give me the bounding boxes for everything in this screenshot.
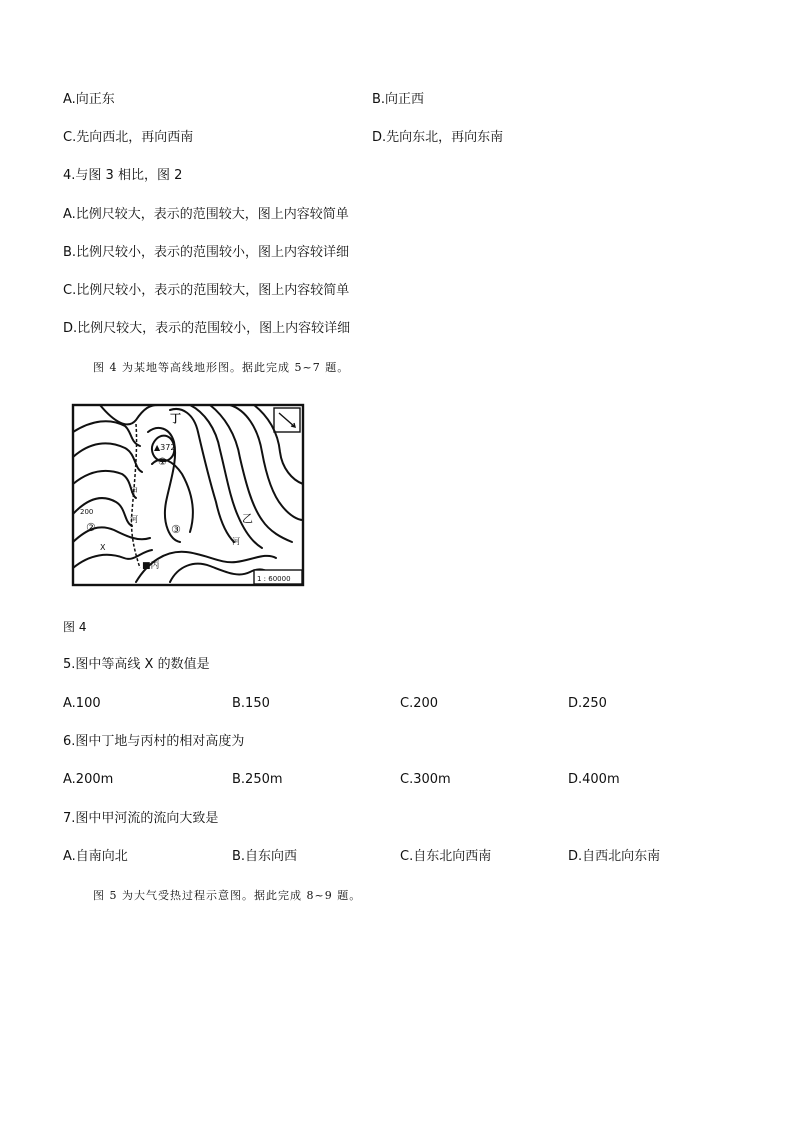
q5-stem: 5.图中等高线 X 的数值是 [63,657,210,672]
figure4-caption: 图 4 [63,620,87,634]
q3-option-b: B.向正西 [372,92,425,107]
q5-option-a: A.100 [63,696,101,711]
q7-option-c: C.自东北向西南 [400,849,492,864]
label-he-1: 河 [130,515,138,524]
label-contour-200: 200 [80,508,94,516]
q3-option-c: C.先向西北，再向西南 [63,130,194,145]
label-mark-1: ① [158,457,167,468]
q4-stem: 4.与图 3 相比，图 2 [63,168,183,183]
label-peak: ▲372 [154,443,176,452]
label-village-bing: ■丙 [142,561,160,571]
label-mark-3: ③ [171,523,181,536]
q4-option-a: A.比例尺较大，表示的范围较大，图上内容较简单 [63,207,349,222]
q5-option-b: B.150 [232,696,270,711]
map-frame [73,405,303,585]
q3-option-d: D.先向东北，再向东南 [372,130,504,145]
q7-stem: 7.图中甲河流的流向大致是 [63,811,219,826]
q6-option-d: D.400m [568,772,620,787]
figure4-intro: 图 4 为某地等高线地形图。据此完成 5~7 题。 [93,361,350,374]
q6-option-c: C.300m [400,772,451,787]
contour-map-figure [70,402,306,588]
q6-stem: 6.图中丁地与丙村的相对高度为 [63,734,245,749]
q4-option-c: C.比例尺较小，表示的范围较大，图上内容较简单 [63,283,350,298]
label-he-2: 河 [232,537,240,546]
scale-label: 1 : 60000 [257,575,291,583]
label-mark-2: ② [86,521,96,534]
q6-option-b: B.250m [232,772,283,787]
q5-option-d: D.250 [568,696,607,711]
label-x: X [100,543,106,552]
label-jia: 甲 [130,487,138,496]
figure5-intro: 图 5 为大气受热过程示意图。据此完成 8~9 题。 [93,889,362,902]
q7-option-a: A.自南向北 [63,849,128,864]
label-ding: 丁 [170,412,181,425]
q6-option-a: A.200m [63,772,114,787]
q7-option-d: D.自西北向东南 [568,849,661,864]
q4-option-d: D.比例尺较大，表示的范围较小，图上内容较详细 [63,321,351,336]
q5-option-c: C.200 [400,696,439,711]
q3-option-a: A.向正东 [63,92,115,107]
q4-option-b: B.比例尺较小，表示的范围较小，图上内容较详细 [63,245,350,260]
label-yi: 乙 [242,512,253,525]
q7-option-b: B.自东向西 [232,849,298,864]
